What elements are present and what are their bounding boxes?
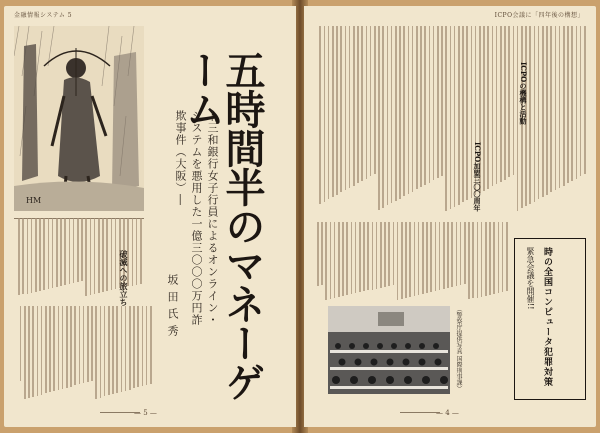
text-line [338,222,340,297]
text-line [22,218,24,294]
text-line [367,222,369,290]
text-line [115,218,117,289]
text-line [146,306,148,385]
text-line [351,222,353,294]
text-line [104,306,106,396]
text-line [66,306,68,388]
text-line [542,26,544,197]
text-line [567,26,569,183]
text-line [366,26,368,179]
text-line [550,26,552,192]
text-line [498,222,500,293]
text-line [100,306,102,398]
text-line [58,306,60,390]
text-line [336,26,338,195]
text-line [374,26,376,174]
text-line [83,306,85,383]
rainy-street-illustration [14,26,144,211]
crosshead-icpo-anniversary: ICPO加盟三〇〇周年 [473,142,482,212]
text-line [506,222,508,291]
article-subtitle: ―三和銀行女子行員によるオンライン・システムを悪用した一億三〇〇〇万円詐欺事件（大阪）― [174,110,219,326]
text-line [349,26,351,188]
text-line [324,26,326,202]
text-line [508,26,510,177]
text-line [584,26,586,174]
text-line [451,222,453,287]
text-line [437,26,439,178]
text-line [91,306,93,381]
text-line [18,218,20,295]
text-line [48,218,50,289]
text-line [435,222,437,291]
text-line [332,26,334,197]
article-author: 坂田氏秀 [166,274,179,342]
text-line [319,26,321,204]
left-page-header: 金融情報システム 5 [14,12,73,19]
text-line [416,26,418,189]
text-line [529,26,531,204]
text-line [424,26,426,185]
left-page [4,6,296,427]
text-line [69,218,71,284]
text-line [24,306,26,399]
text-line [466,26,468,200]
text-line [98,218,100,293]
text-line [321,222,323,285]
notice-title: 時の全国コンピュータ犯罪対策 [542,247,552,387]
text-line [450,26,452,209]
text-line [53,306,55,391]
text-line [346,222,348,295]
text-line [62,306,64,389]
text-line [426,222,428,293]
text-line [464,222,466,284]
text-line [391,26,393,203]
text-line [357,26,359,183]
text-line [45,306,47,393]
text-line [483,26,485,191]
text-line [555,26,557,190]
text-line [102,218,104,292]
text-line [422,222,424,294]
text-line [334,222,336,298]
text-line [20,306,22,381]
photo-credit: （警察庁提供写真 国際刑事課） [455,306,462,392]
text-line [49,306,51,392]
text-line [64,218,66,285]
text-line [85,218,87,296]
text-line [94,218,96,294]
text-line [330,222,332,299]
text-line [28,306,30,398]
text-line [77,218,79,282]
text-line [439,222,441,290]
text-line [405,222,407,298]
text-line [142,306,144,386]
text-line [73,218,75,283]
text-line [340,26,342,192]
text-line [563,26,565,186]
text-line [420,26,422,187]
text-line [106,218,108,291]
text-line [150,306,152,384]
text-line [500,26,502,182]
text-line [489,222,491,295]
text-line [576,26,578,179]
right-page [304,6,596,427]
left-body-text-bottom [14,306,154,401]
text-line [132,218,134,286]
notice-box [514,238,586,400]
text-line [372,222,374,290]
text-line [116,306,118,393]
text-line [81,218,83,281]
text-line [384,222,386,287]
text-line [353,26,355,186]
text-line [414,222,416,296]
text-line [418,222,420,295]
text-line [345,26,347,190]
text-line [393,222,395,285]
text-line [445,26,447,211]
right-page-header: ICPO会議に「四年後の構想」 [494,12,584,19]
crosshead-icpo-organization: ICPOの機構と活動 [519,62,528,125]
text-line [429,26,431,183]
text-line [376,222,378,289]
text-line [342,222,344,296]
text-line [504,26,506,180]
text-line [493,222,495,294]
text-line [35,218,37,292]
text-line [355,222,357,293]
text-line [359,222,361,292]
text-line [441,26,443,176]
text-line [32,306,34,397]
text-line [370,26,372,176]
text-line [472,222,474,298]
text-line [112,306,114,394]
text-line [458,26,460,205]
text-line [317,222,319,286]
text-line [79,306,81,384]
notice-label: 緊急会議を開催!! [526,247,535,310]
text-line [387,26,389,205]
right-page-number: — 4 — [436,409,459,417]
text-line [433,26,435,180]
text-line [382,26,384,208]
text-line [462,26,464,202]
text-line [133,306,135,388]
text-line [388,222,390,286]
text-line [111,218,113,290]
text-line [70,306,72,387]
text-line [39,218,41,291]
text-line [408,26,410,194]
text-line [403,26,405,196]
section-heading: 破滅への旅立ち [119,250,129,306]
text-line [454,26,456,207]
text-line [325,222,327,300]
text-line [361,26,363,181]
text-line [60,218,62,286]
illustrator-signature: HM [26,196,42,205]
text-line [409,222,411,297]
right-body-text-top [314,26,588,216]
right-body-text-bottom [314,222,510,302]
text-line [136,218,138,285]
text-line [395,26,397,201]
text-line [496,26,498,184]
text-line [456,222,458,286]
text-line [546,26,548,195]
text-line [137,306,139,387]
text-line [52,218,54,288]
text-line [559,26,561,188]
text-line [397,222,399,300]
text-line [447,222,449,288]
text-line [41,306,43,395]
text-line [460,222,462,285]
text-line [477,222,479,298]
text-line [534,26,536,202]
text-line [412,26,414,192]
text-line [538,26,540,199]
text-line [74,306,76,385]
text-line [481,222,483,297]
text-line [485,222,487,296]
text-line [492,26,494,186]
text-line [487,26,489,189]
text-line [140,218,142,284]
text-line [378,26,380,210]
article-title: 五時間半のマネーゲーム [179,50,265,401]
text-line [108,306,110,395]
left-page-number: — 5 — [134,409,157,417]
text-line [27,218,29,294]
text-line [513,26,515,175]
text-line [468,222,470,299]
text-line [90,218,92,295]
text-line [31,218,33,293]
text-line [129,306,131,390]
text-line [363,222,365,291]
text-line [95,306,97,399]
text-line [37,306,39,396]
text-line [87,306,89,382]
text-line [399,26,401,199]
text-line [401,222,403,299]
text-line [580,26,582,176]
text-line [380,222,382,288]
text-line [430,222,432,292]
conference-photo [328,306,450,394]
text-line [125,306,127,391]
text-line [328,26,330,199]
text-line [443,222,445,289]
text-line [502,222,504,292]
text-line [121,306,123,392]
text-line [571,26,573,181]
text-line [56,218,58,287]
text-line [43,218,45,290]
